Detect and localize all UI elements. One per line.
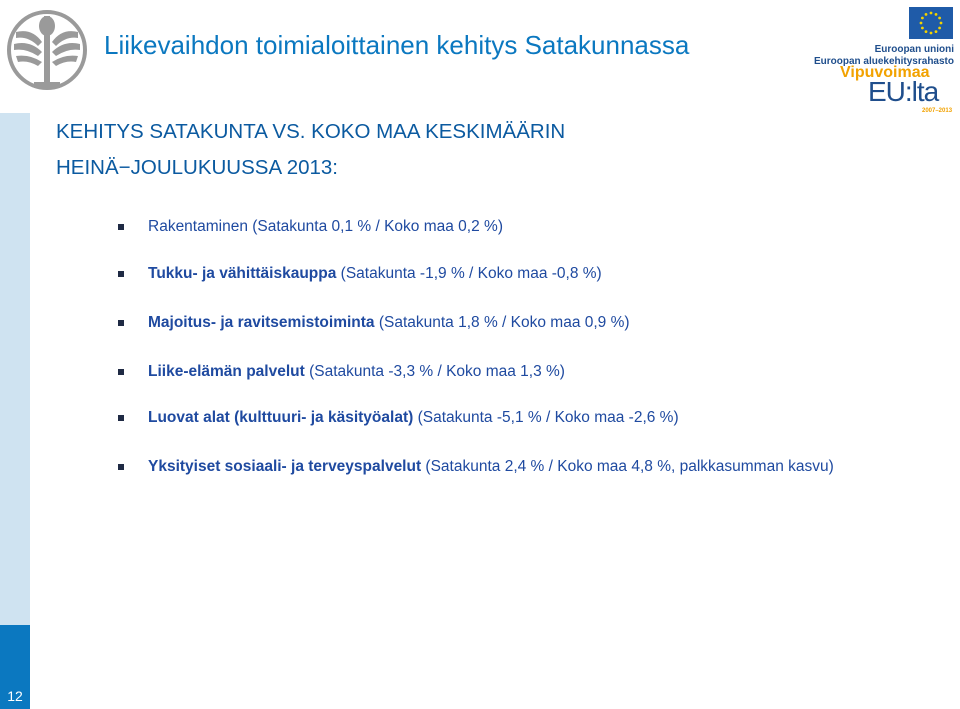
bullet-square-icon xyxy=(118,320,124,326)
bullet-square-icon xyxy=(118,224,124,230)
list-item-values: (Satakunta -3,3 % / Koko maa 1,3 %) xyxy=(304,363,565,380)
eu-lta-label: EU:lta xyxy=(868,76,939,107)
eu-union-label: Euroopan unioni xyxy=(874,44,954,55)
list-item-values: (Satakunta 1,8 % / Koko maa 0,9 %) xyxy=(374,314,630,331)
page-number: 12 xyxy=(7,688,23,704)
bullet-square-icon xyxy=(118,464,124,470)
section-heading-line1: KEHITYS SATAKUNTA VS. KOKO MAA KESKIMÄÄRIN xyxy=(56,120,566,143)
eu-fund-label: Euroopan aluekehitysrahasto xyxy=(813,56,954,67)
list-item-label: Luovat alat (kulttuuri- ja käsityöalat) xyxy=(148,409,414,426)
page-title: Liikevaihdon toimialoittainen kehitys Satakunnassa xyxy=(104,30,690,60)
list-item xyxy=(112,407,679,429)
eu-flag-icon xyxy=(909,7,953,39)
list-item-values: (Satakunta -1,9 % / Koko maa -0,8 %) xyxy=(336,265,602,282)
list-item-label: Liike-elämän palvelut xyxy=(148,363,305,380)
university-seal-icon xyxy=(2,2,92,98)
list-item xyxy=(112,263,602,285)
list-item xyxy=(112,456,908,478)
eu-funding-logo xyxy=(813,4,958,116)
list-item-label: Majoitus- ja ravitsemistoiminta xyxy=(148,314,375,331)
list-item-values: (Satakunta -5,1 % / Koko maa -2,6 %) xyxy=(413,409,679,426)
section-heading-line2: HEINÄ−JOULUKUUSSA 2013: xyxy=(56,156,338,179)
list-item xyxy=(112,361,565,383)
sidebar-stripe xyxy=(0,113,30,625)
list-item-values: (Satakunta 0,1 % / Koko maa 0,2 %) xyxy=(247,218,503,235)
list-item-values: (Satakunta 2,4 % / Koko maa 4,8 %, palkkasumman kasvu) xyxy=(421,458,834,475)
section-heading xyxy=(56,114,565,186)
bullet-square-icon xyxy=(118,271,124,277)
list-item xyxy=(112,216,503,238)
list-item xyxy=(112,312,630,334)
list-item-label: Tukku- ja vähittäiskauppa xyxy=(148,265,337,282)
vipuvoimaa-label: Vipuvoimaa xyxy=(840,64,930,81)
eu-years-label: 2007–2013 xyxy=(922,108,953,114)
bullet-square-icon xyxy=(118,369,124,375)
list-item-label: Yksityiset sosiaali- ja terveyspalvelut xyxy=(148,458,422,475)
bullet-square-icon xyxy=(118,415,124,421)
list-item-label: Rakentaminen xyxy=(148,218,248,235)
